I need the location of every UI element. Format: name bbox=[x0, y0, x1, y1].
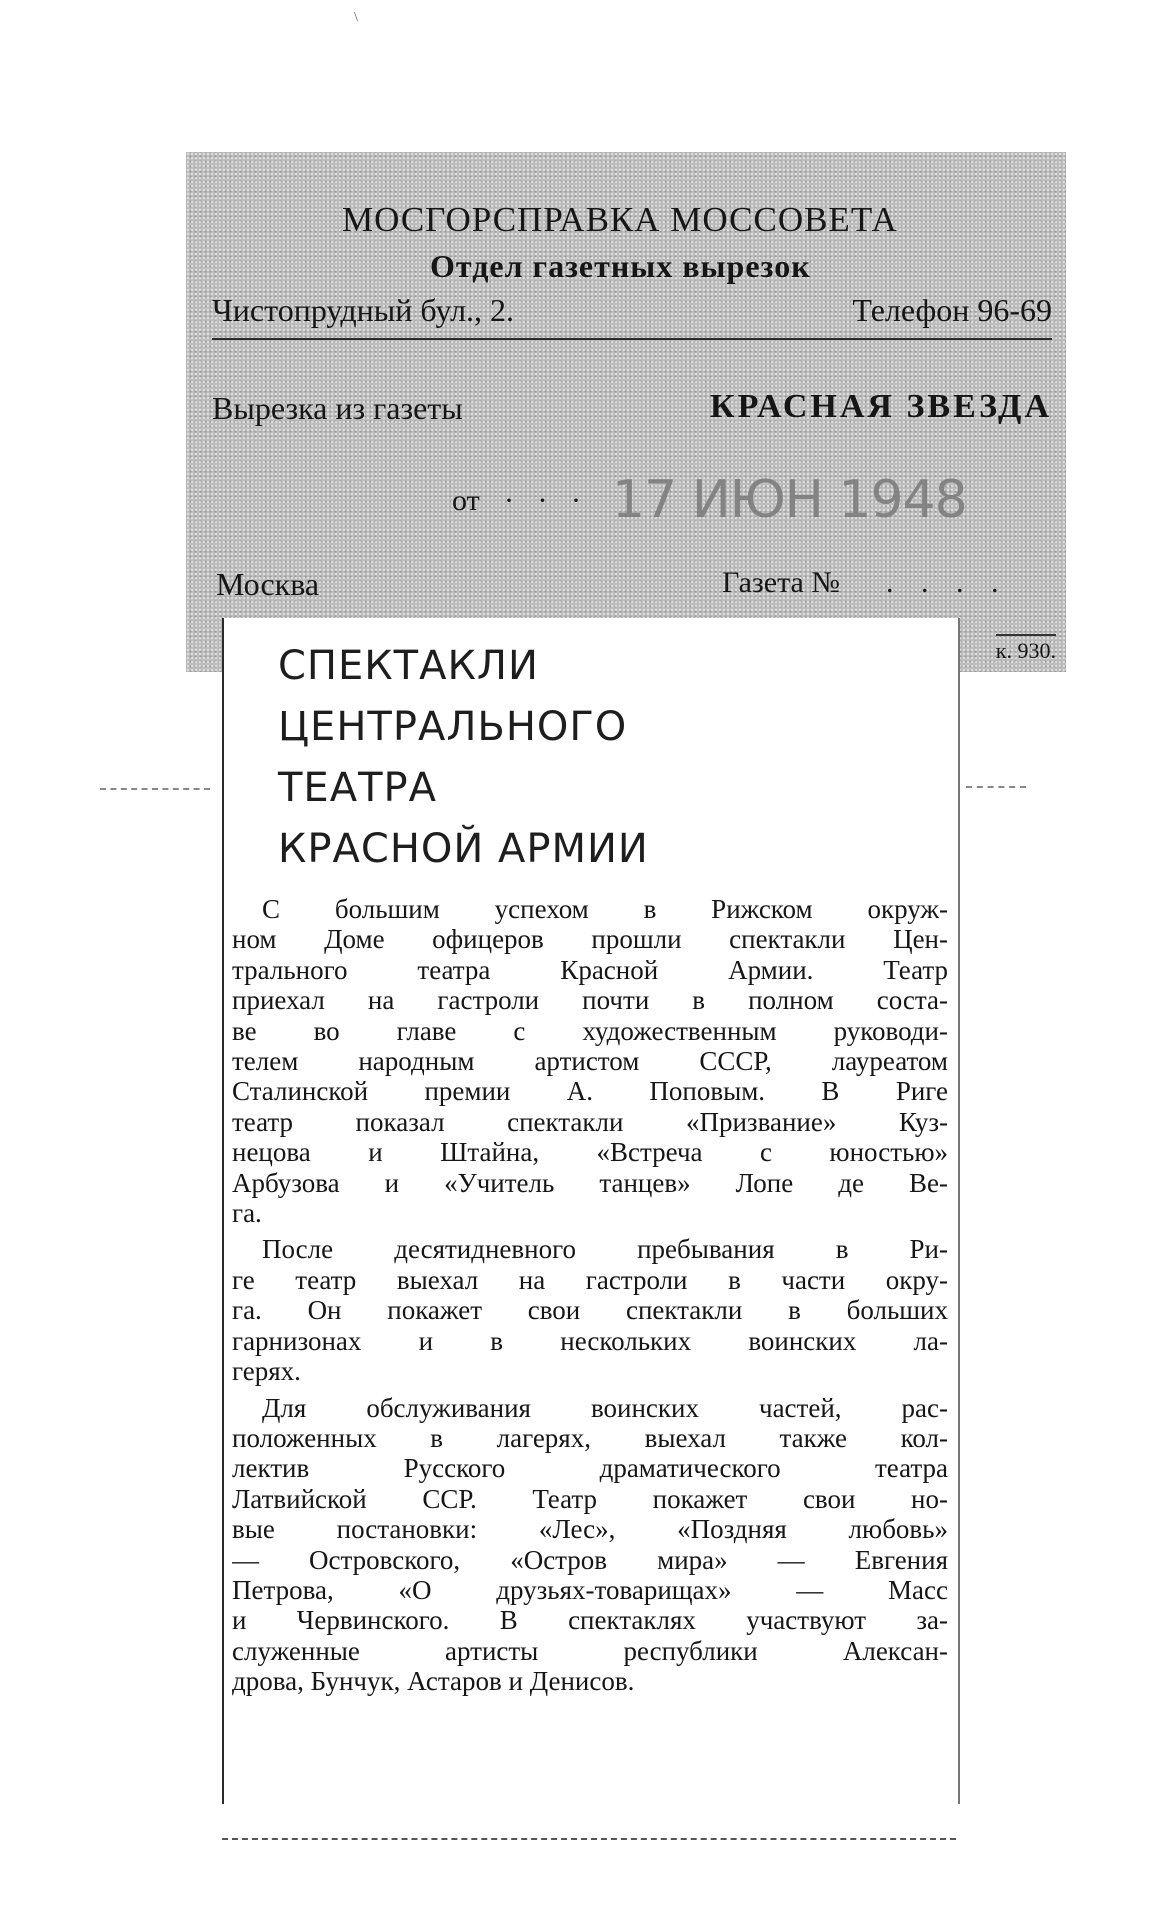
headline-line: КРАСНОЙ АРМИИ bbox=[278, 826, 649, 872]
service-address: Чистопрудный бул., 2. bbox=[212, 292, 515, 328]
city-label: Москва bbox=[216, 566, 320, 602]
scan-artifact-left bbox=[100, 788, 210, 790]
text-line: и Червинского. В спектаклях участвуют за- bbox=[232, 1605, 948, 1636]
clipping-bottom-edge bbox=[222, 1838, 956, 1840]
text-line: служенные артисты республики Алексан- bbox=[232, 1635, 948, 1666]
card-divider bbox=[212, 338, 1052, 340]
text-line: га. Он покажет свои спектакли в больших bbox=[232, 1295, 948, 1326]
service-title: МОСГОРСПРАВКА МОССОВЕТА bbox=[342, 200, 898, 239]
issue-label: Газета № bbox=[722, 566, 840, 599]
article-paragraph-3 bbox=[232, 1393, 948, 1697]
text-line: дрова, Бунчук, Астаров и Денисов. bbox=[232, 1666, 635, 1697]
text-line: Сталинской премии А. Поповым. В Риге bbox=[232, 1076, 948, 1107]
text-line: положенных в лагерях, выехал также кол- bbox=[232, 1422, 948, 1453]
text-line: вые постановки: «Лес», «Поздняя любовь» bbox=[232, 1514, 948, 1545]
text-line: ном Доме офицеров прошли спектакли Цен- bbox=[232, 924, 948, 955]
date-prefix: от bbox=[452, 484, 480, 517]
text-line: Петрова, «О друзьях-товарищах» — Масс bbox=[232, 1574, 948, 1605]
text-line: телем народным артистом СССР, лауреатом bbox=[232, 1046, 948, 1077]
text-line: Для обслуживания воинских частей, рас- bbox=[262, 1392, 948, 1423]
text-line: трального театра Красной Армии. Театр bbox=[232, 954, 948, 985]
text-line: ге театр выехал на гастроли в части окру- bbox=[232, 1264, 948, 1295]
headline-line: ТЕАТРА bbox=[278, 765, 437, 811]
text-line: лектив Русского драматического театра bbox=[232, 1453, 948, 1484]
department-subtitle: Отдел газетных вырезок bbox=[430, 248, 811, 284]
date-dots: · · · bbox=[504, 484, 589, 517]
date-stamp: 17 ИЮН 1948 bbox=[612, 470, 967, 530]
text-line: — Островского, «Остров мира» — Евгения bbox=[232, 1544, 948, 1575]
newspaper-name: КРАСНАЯ ЗВЕЗДА bbox=[709, 388, 1052, 425]
text-line: Латвийской ССР. Театр покажет свои но- bbox=[232, 1483, 948, 1514]
article-headline bbox=[278, 636, 649, 880]
text-line: гарнизонах и в нескольких воинских ла- bbox=[232, 1325, 948, 1356]
text-line: герях. bbox=[232, 1356, 301, 1387]
stray-mark: \ bbox=[354, 10, 358, 25]
text-line: приехал на гастроли почти в полном соста- bbox=[232, 985, 948, 1016]
clipping-service-card bbox=[186, 152, 1066, 672]
headline-line: СПЕКТАКЛИ bbox=[278, 643, 539, 689]
issue-dots: . . . . bbox=[886, 566, 1009, 599]
scan-artifact-right bbox=[966, 786, 1026, 788]
newspaper-clipping bbox=[222, 618, 960, 1804]
text-line: ве во главе с художественным руководи- bbox=[232, 1015, 948, 1046]
article-paragraph-2 bbox=[232, 1234, 948, 1386]
article-paragraph-1 bbox=[232, 894, 948, 1228]
card-code: к. 930. bbox=[996, 634, 1056, 664]
text-line: Арбузова и «Учитель танцев» Лопе де Ве- bbox=[232, 1167, 948, 1198]
text-line: С большим успехом в Рижском окруж- bbox=[262, 894, 948, 924]
clip-label: Вырезка из газеты bbox=[212, 390, 463, 426]
service-phone: Телефон 96-69 bbox=[852, 292, 1052, 328]
text-line: нецова и Штайна, «Встреча с юностью» bbox=[232, 1137, 948, 1168]
text-line: га. bbox=[232, 1198, 262, 1229]
headline-line: ЦЕНТРАЛЬНОГО bbox=[278, 704, 628, 750]
text-line: После десятидневного пребывания в Ри- bbox=[262, 1234, 948, 1265]
text-line: театр показал спектакли «Призвание» Куз- bbox=[232, 1106, 948, 1137]
article-body bbox=[232, 894, 948, 1703]
